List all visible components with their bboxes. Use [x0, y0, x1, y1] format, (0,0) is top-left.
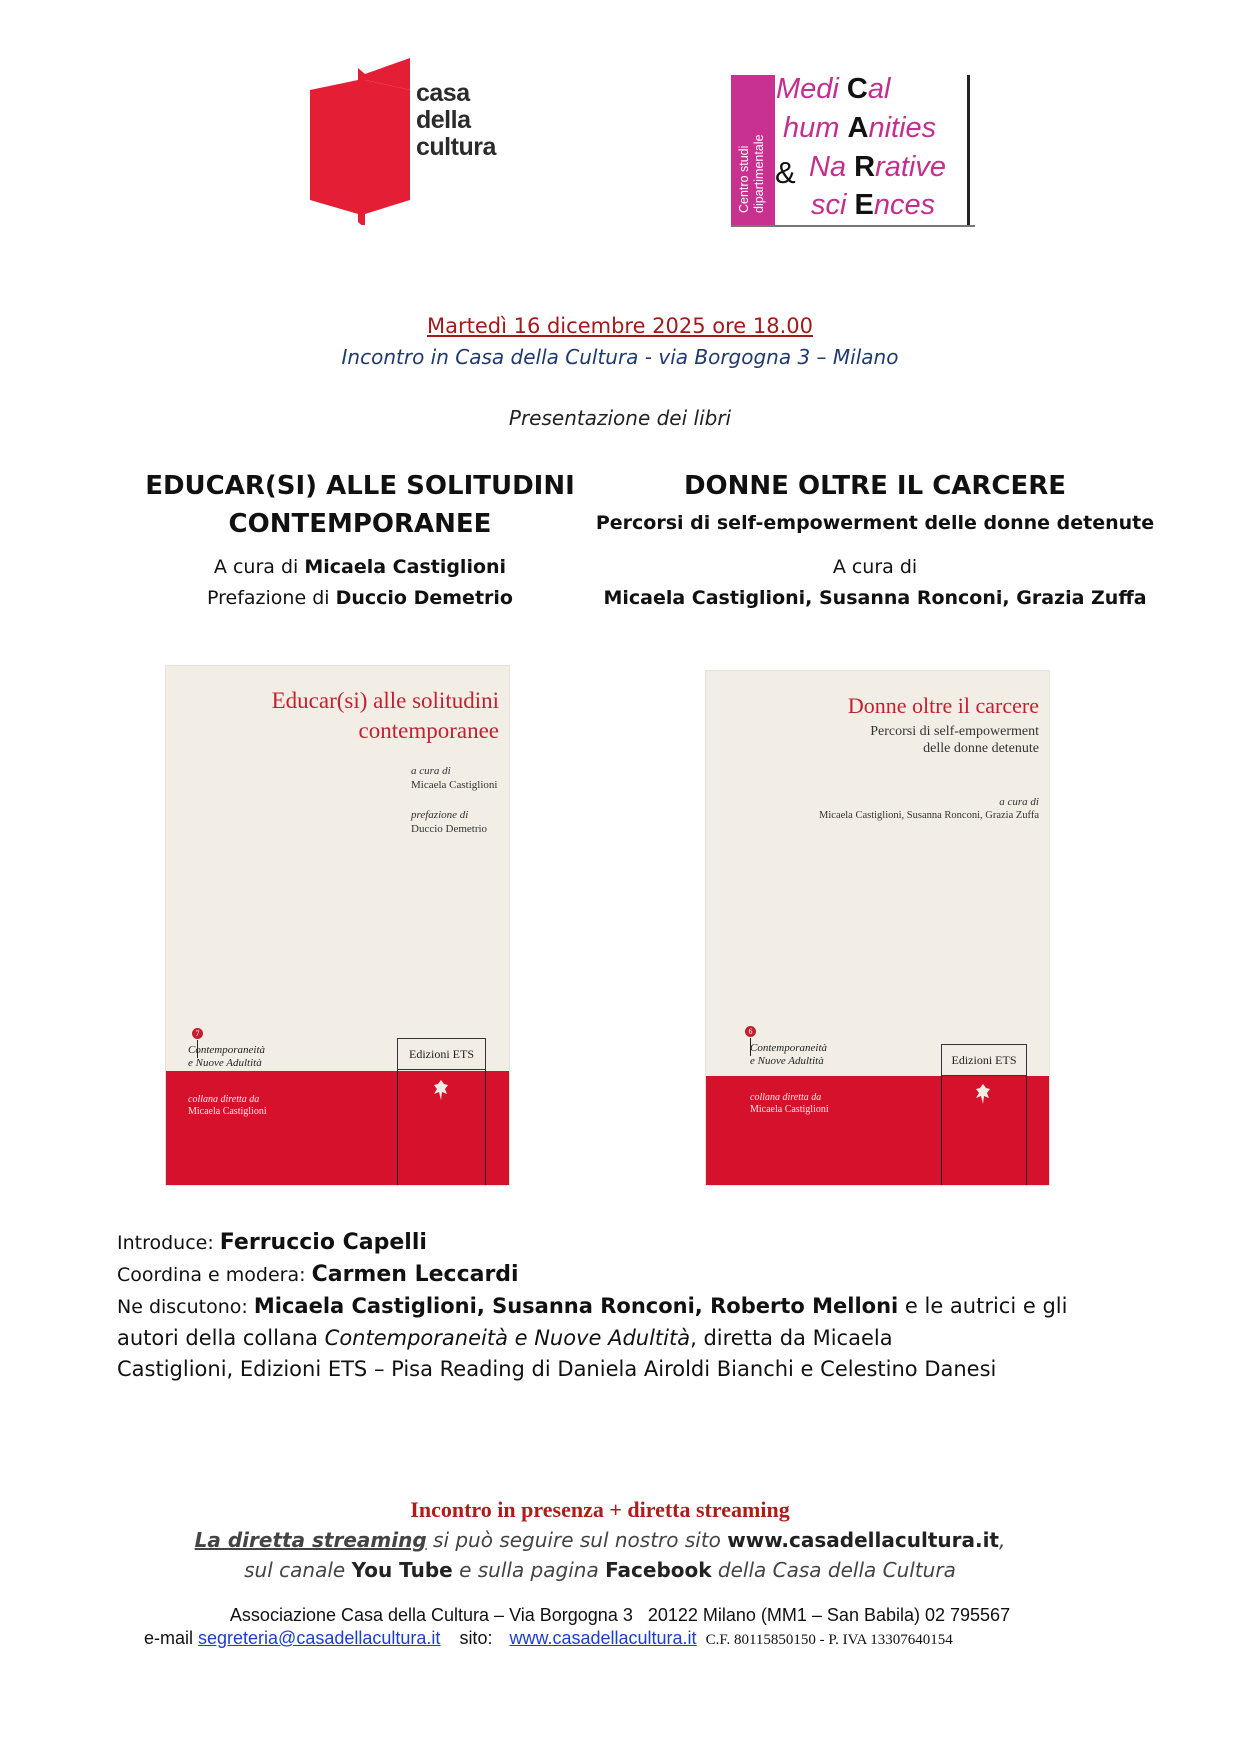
mh-logo-line: sci Ences: [811, 189, 936, 221]
credits-block: [117, 1227, 1127, 1385]
footer-fiscal: C.F. 80115850150 - P. IVA 13307640154: [705, 1632, 953, 1648]
cover-series: Contemporaneità e Nuove Adultità: [188, 1044, 265, 1069]
cover-collana: collana diretta da Micaela Castiglioni: [750, 1092, 829, 1115]
book2-cover: [705, 670, 1050, 1186]
cover-acura: a cura di: [999, 796, 1039, 808]
cover-series-number: 6: [745, 1026, 756, 1037]
mh-logo-ampersand: &: [775, 155, 796, 190]
cover-curators: Micaela Castiglioni, Susanna Ronconi, Grazia Zuffa: [819, 810, 1039, 821]
book2-title: DONNE OLTRE IL CARCERE: [683, 471, 1067, 501]
footer-contacts: e-mail segreteria@casadellacultura.it sito: www.casadellacultura.it C.F. 80115850150 - P. IVA 13307640154: [144, 1628, 953, 1648]
cdc-logo-mark-icon: [310, 50, 420, 225]
cover-publisher: Edizioni ETS: [397, 1038, 486, 1070]
publisher-emblem-icon: [974, 1083, 992, 1105]
credits-introduce: Introduce: Ferruccio Capelli: [117, 1230, 427, 1255]
cover-red-band: [166, 1071, 509, 1185]
event-place: Incontro in Casa della Cultura - via Borgogna 3 – Milano: [341, 345, 899, 369]
casa-della-cultura-logo: [310, 50, 510, 225]
credits-coordina: Coordina e modera: Carmen Leccardi: [117, 1262, 519, 1287]
footer-email-link[interactable]: segreteria@casadellacultura.it: [198, 1628, 441, 1648]
streaming-line2: sul canale You Tube e sulla pagina Facebook della Casa della Cultura: [244, 1558, 956, 1582]
medical-humanities-logo: [731, 75, 975, 228]
footer-address: Associazione Casa della Cultura – Via Borgogna 3 20122 Milano (MM1 – San Babila) 02 795567: [229, 1605, 1011, 1625]
cover-series: Contemporaneità e Nuove Adultità: [750, 1042, 827, 1067]
mh-logo-rule-bottom: [731, 225, 975, 227]
mh-band-text: Centro studi dipartimentale: [737, 134, 766, 213]
cover-publisher: Edizioni ETS: [941, 1044, 1027, 1076]
cover-title: Educar(si) alle solitudini contemporanee: [271, 688, 499, 743]
event-intro: Presentazione dei libri: [508, 406, 732, 430]
credits-discutono: Ne discutono: Micaela Castiglioni, Susanna Ronconi, Roberto Melloni e le autrici e gli autori della collana Contemporaneità e Nuove Adultità, diretta da Micaela Castiglioni, Edizioni ETS – Pisa Reading di Daniela Airoldi Bianchi e Celestino Danesi: [117, 1294, 1068, 1381]
cover-acura: a cura di: [411, 765, 451, 777]
cover-collana: collana diretta da Micaela Castiglioni: [188, 1094, 267, 1117]
cover-prefazione: prefazione di: [411, 809, 469, 821]
mh-logo-line: Na Rrative: [809, 151, 947, 183]
book2-subtitle: Percorsi di self-empowerment delle donne detenute: [595, 512, 1155, 534]
streaming-heading: Incontro in presenza + diretta streaming: [410, 1497, 790, 1522]
book1-credits: A cura di Micaela Castiglioni Prefazione di Duccio Demetrio: [207, 556, 513, 609]
cover-subtitle: Percorsi di self-empowerment delle donne detenute: [870, 724, 1039, 756]
mh-logo-rule: [967, 75, 970, 227]
streaming-line1: La diretta streaming si può seguire sul nostro sito www.casadellacultura.it,: [194, 1528, 1006, 1552]
book1-cover: [165, 665, 510, 1186]
publisher-emblem-icon: [432, 1079, 450, 1101]
book2-credits: A cura di Micaela Castiglioni, Susanna Ronconi, Grazia Zuffa: [603, 556, 1147, 609]
footer-site-link[interactable]: www.casadellacultura.it: [509, 1628, 697, 1648]
mh-logo-line: Medi Cal: [776, 73, 891, 105]
event-date: Martedì 16 dicembre 2025 ore 18.00: [426, 314, 814, 338]
mh-logo-line: hum Anities: [783, 112, 937, 144]
cover-title: Donne oltre il carcere: [847, 693, 1039, 718]
cover-preface: Duccio Demetrio: [411, 823, 488, 835]
cdc-wordmark: casa della cultura: [416, 79, 496, 161]
cover-curator: Micaela Castiglioni: [411, 779, 498, 791]
book1-title: EDUCAR(SI) ALLE SOLITUDINI CONTEMPORANEE: [145, 471, 575, 539]
cover-series-number: 7: [192, 1028, 203, 1039]
